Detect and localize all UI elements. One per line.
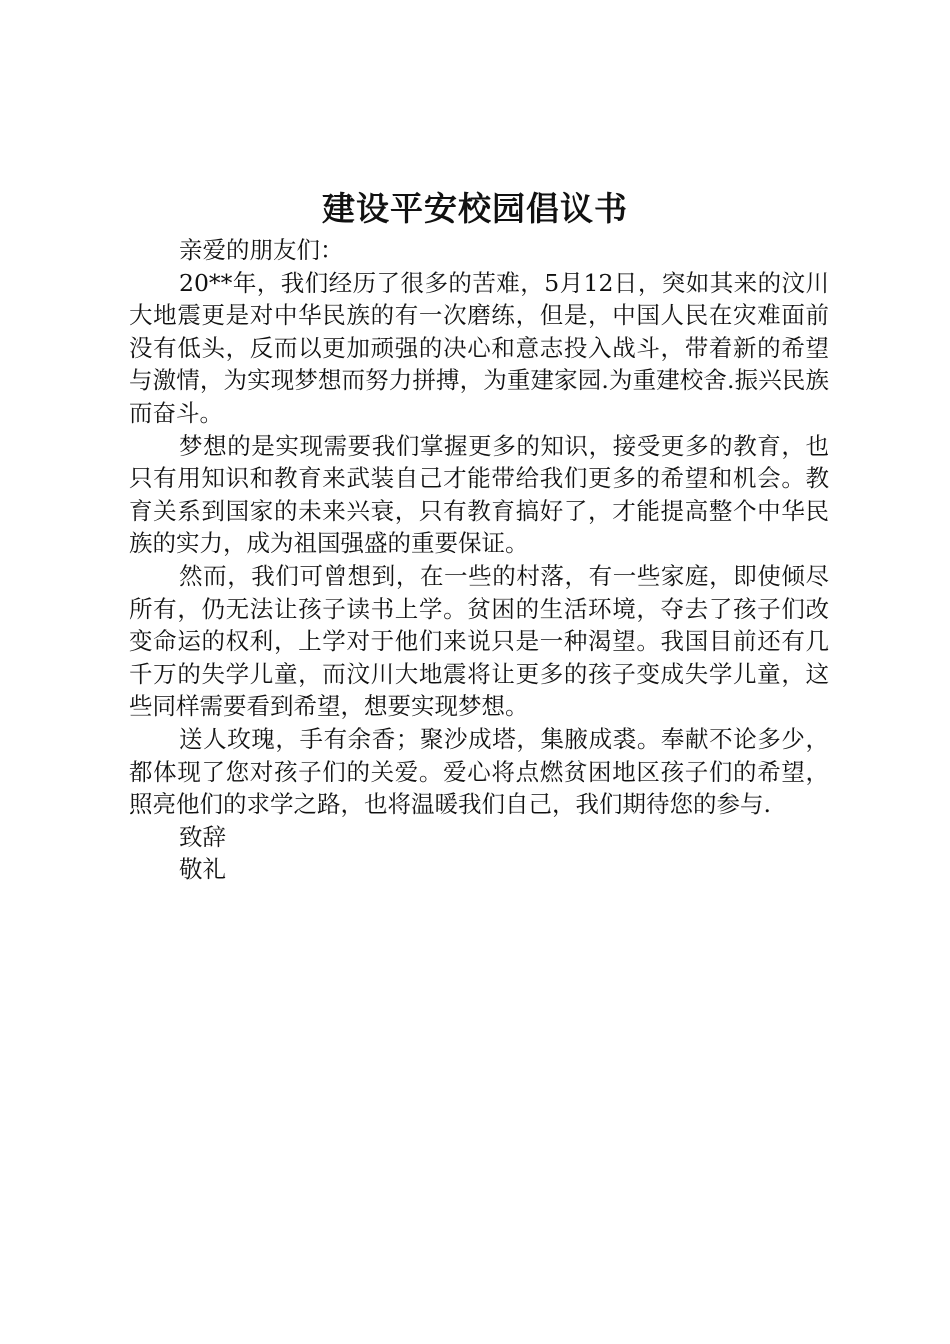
paragraph-3: 然而，我们可曾想到，在一些的村落，有一些家庭，即使倾尽所有，仍无法让孩子读书上学。贫困的生活环境，夺去了孩子们改变命运的权利，上学对于他们来说只是一种渴望。我国目前还有几千万的失学儿童，而汶川大地震将让更多的孩子变成失学儿童，这些同样需要看到希望，想要实现梦想。: [129, 561, 829, 721]
regards: 敬礼: [179, 855, 226, 884]
closing: 致辞: [179, 822, 226, 851]
document-body: [129, 234, 829, 886]
paragraph-4: 送人玫瑰，手有余香；聚沙成塔，集腋成裘。奉献不论多少，都体现了您对孩子们的关爱。爱心将点燃贫困地区孩子们的希望，照亮他们的求学之路，也将温暖我们自己，我们期待您的参与.: [129, 724, 829, 819]
document-title: 建设平安校园倡议书: [322, 189, 628, 228]
paragraph-1: 20**年，我们经历了很多的苦难，5月12日，突如其来的汶川大地震更是对中华民族的有一次磨练，但是，中国人民在灾难面前没有低头，反而以更加顽强的决心和意志投入战斗，带着新的希望与激情，为实现梦想而努力拼搏，为重建家园.为重建校舍.振兴民族而奋斗。: [129, 268, 829, 427]
salutation: 亲爱的朋友们：: [179, 236, 344, 264]
paragraph-2: 梦想的是实现需要我们掌握更多的知识，接受更多的教育，也只有用知识和教育来武装自己才能带给我们更多的希望和机会。教育关系到国家的未来兴衰，只有教育搞好了，才能提高整个中华民族的实力，成为祖国强盛的重要保证。: [129, 431, 829, 558]
